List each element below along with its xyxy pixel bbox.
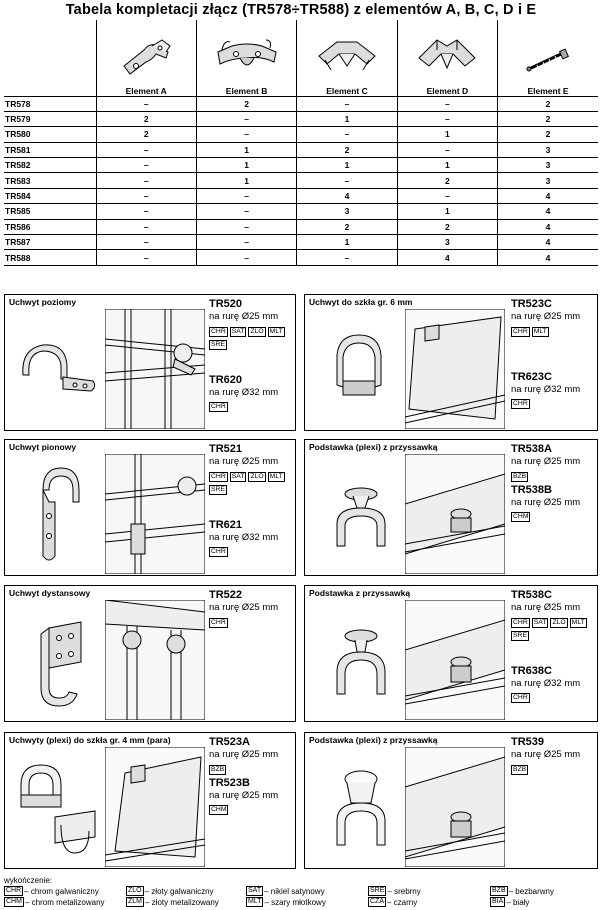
panel-title: Uchwyt dystansowy	[9, 588, 91, 598]
element-e-image	[523, 44, 573, 80]
finish-badge: CHM	[211, 806, 227, 814]
panel-title: Podstawka (plexi) z przyssawką	[309, 442, 438, 452]
plexi-glass-holders-photo	[105, 747, 205, 867]
table-row: TR582 – 1 1 1 3	[4, 158, 598, 173]
glass-holder-6mm-image	[325, 325, 395, 405]
finish-badge: CHR	[211, 327, 226, 335]
table-row: TR581 – 1 2 – 3	[4, 142, 598, 157]
plexi-stand-suction-photo	[405, 454, 505, 574]
product-panel-plexi-stand-suction	[304, 439, 598, 576]
finish-badge: CHR	[211, 548, 226, 556]
panel-info: TR520 na rurę Ø25 mm CHR SAT ZLO MLTSRE TR620 na rurę Ø32 mm CHR	[209, 298, 283, 411]
table-row: TR579 2 – 1 – 2	[4, 111, 598, 126]
table-header-row	[4, 20, 598, 96]
distance-holder-photo	[105, 600, 205, 720]
finish-legend	[4, 876, 598, 908]
plexi-stand-suction-image	[323, 480, 399, 554]
finish-badge: CHR	[513, 694, 528, 702]
product-panel-glass-holder-6mm	[304, 294, 598, 431]
finish-badge: SAT	[231, 327, 245, 335]
element-b-image	[212, 36, 282, 80]
finish-badge: ZLO	[552, 618, 566, 626]
panel-info: TR522 na rurę Ø25 mm CHR	[209, 589, 279, 626]
header-element-a: Element A	[96, 20, 196, 96]
finish-badge: SAT	[231, 472, 245, 480]
header-element-d: Element D	[397, 20, 497, 96]
header-element-e: Element E	[498, 20, 598, 96]
element-d-image	[415, 36, 479, 80]
kit-table	[4, 20, 598, 266]
panel-title: Uchwyt pionowy	[9, 442, 77, 452]
table-row: TR584 – – 4 – 4	[4, 188, 598, 203]
stand-suction-photo	[405, 600, 505, 720]
distance-holder-image	[19, 614, 99, 714]
panel-info: TR523A na rurę Ø25 mm BZB TR523B na rurę Ø25 mm CHM	[209, 736, 279, 814]
element-c-image	[315, 36, 379, 80]
glass-holder-6mm-photo	[405, 309, 505, 429]
finish-badge: SRE	[211, 485, 225, 493]
product-panel-distance-holder	[4, 585, 296, 722]
table-row: TR586 – – 2 2 4	[4, 219, 598, 234]
panel-title: Uchwyty (plexi) do szkła gr. 4 mm (para)	[9, 735, 171, 745]
panel-info: TR538C na rurę Ø25 mm CHR SAT ZLO MLTSRE TR638C na rurę Ø32 mm CHR	[511, 589, 585, 702]
table-row: TR587 – – 1 3 4	[4, 235, 598, 250]
product-panel-plexi-stand-suction-2	[304, 732, 598, 869]
vertical-holder-photo	[105, 454, 205, 574]
finish-badge: BZB	[211, 765, 225, 773]
panel-info: TR521 na rurę Ø25 mm CHR SAT ZLO MLTSRE TR621 na rurę Ø32 mm CHR	[209, 443, 283, 556]
panel-info: TR539 na rurę Ø25 mm BZB	[511, 736, 581, 773]
finish-badge: ZLO	[250, 472, 264, 480]
horizontal-holder-photo	[105, 309, 205, 429]
panel-info: TR538A na rurę Ø25 mm BZB TR538B na rurę Ø25 mm CHM	[511, 443, 581, 521]
panel-info: TR523C na rurę Ø25 mm CHR MLT TR623C na rurę Ø32 mm CHR	[511, 298, 581, 408]
panel-title: Uchwyt do szkła gr. 6 mm	[309, 297, 413, 307]
page-title: Tabela kompletacji złącz (TR578÷TR588) z elementów A, B, C, D i E	[65, 2, 537, 18]
finish-badge: MLT	[533, 327, 547, 335]
finish-badge: CHR	[513, 618, 528, 626]
header-blank	[4, 20, 96, 96]
plexi-glass-holders-image	[11, 755, 103, 865]
header-element-b: Element B	[196, 20, 296, 96]
horizontal-holder-image	[13, 335, 99, 395]
table-row: TR583 – 1 – 2 3	[4, 173, 598, 188]
legend-row: CHR – chrom galwaniczny ZLO – złoty galwaniczny SAT – nikiel satynowy SRE – srebrny BZB – bezbarwny	[6, 887, 554, 896]
finish-badge: MLT	[269, 472, 283, 480]
finish-badge: MLT	[571, 618, 585, 626]
panel-title: Uchwyt poziomy	[9, 297, 77, 307]
finish-badge: CHR	[513, 327, 528, 335]
panel-title: Podstawka z przyssawką	[309, 588, 411, 598]
plexi-stand-suction-2-photo	[405, 747, 505, 867]
finish-badge: BZB	[513, 765, 527, 773]
plexi-stand-suction-2-image	[323, 763, 399, 853]
finish-badge: SRE	[513, 631, 527, 639]
finish-badge: CHR	[211, 403, 226, 411]
table-row: TR580 2 – – 1 2	[4, 127, 598, 142]
finish-badge: MLT	[269, 327, 283, 335]
legend-row: CHM – chrom metalizowany ZLM – złoty metalizowany MLT – szary młotkowy CZA – czarny BIA – biały	[6, 898, 530, 907]
product-panel-horizontal-holder	[4, 294, 296, 431]
vertical-holder-image	[29, 460, 89, 572]
finish-badge: CHM	[513, 513, 529, 521]
product-panel-vertical-holder	[4, 439, 296, 576]
finish-badge: SRE	[211, 340, 225, 348]
finish-badge: BZB	[513, 472, 527, 480]
finish-badge: CHR	[211, 618, 226, 626]
finish-badge: ZLO	[250, 327, 264, 335]
finish-badge: CHR	[211, 472, 226, 480]
product-panel-plexi-glass-holders-4mm	[4, 732, 296, 869]
finish-badge: CHR	[513, 400, 528, 408]
table-row: TR588 – – – 4 4	[4, 250, 598, 265]
legend-heading: wykończenie:	[4, 876, 53, 885]
finish-badge: SAT	[533, 618, 547, 626]
table-row: TR578 – 2 – – 2	[4, 96, 598, 111]
table-row: TR585 – – 3 1 4	[4, 204, 598, 219]
panel-title: Podstawka (plexi) z przyssawką	[309, 735, 438, 745]
product-panel-stand-suction	[304, 585, 598, 722]
stand-suction-image	[323, 622, 399, 702]
header-element-c: Element C	[297, 20, 397, 96]
element-a-image	[116, 36, 176, 80]
